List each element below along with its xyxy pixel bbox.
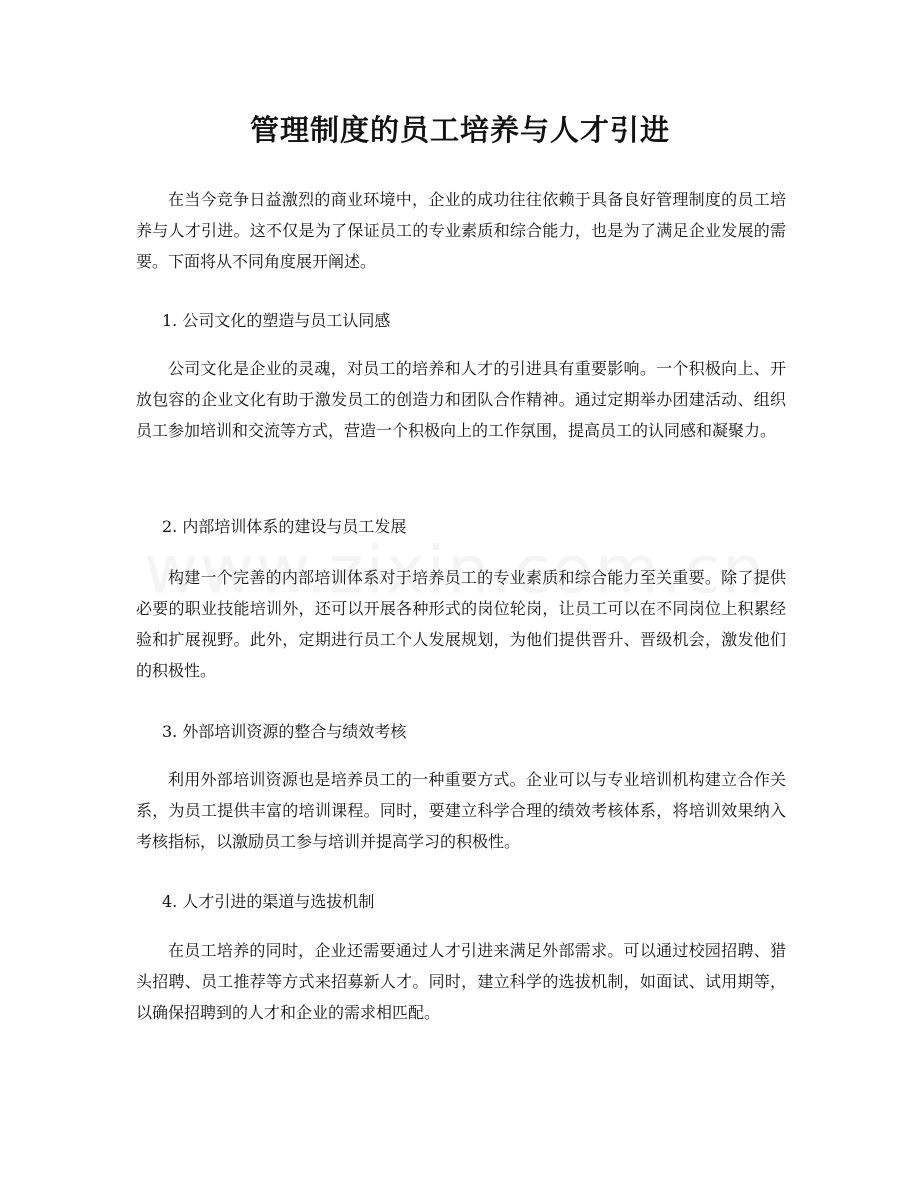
- section-2-heading: 2. 内部培训体系的建设与员工发展: [162, 517, 407, 536]
- section-4-body: 在员工培养的同时，企业还需要通过人才引进来满足外部需求。可以通过校园招聘、猎头招聘、员工推荐等方式来招募新人才。同时，建立科学的选拔机制，如面试、试用期等，以确保招聘到的人才和企业的需求相匹配。: [136, 941, 786, 1022]
- section-4-heading: 4. 人才引进的渠道与选拔机制: [162, 892, 375, 911]
- section-2-body: 构建一个完善的内部培训体系对于培养员工的专业素质和综合能力至关重要。除了提供必要的职业技能培训外，还可以开展各种形式的岗位轮岗，让员工可以在不同岗位上积累经验和扩展视野。此外，定期进行员工个人发展规划，为他们提供晋升、晋级机会，激发他们的积极性。: [136, 568, 786, 680]
- section-3-heading: 3. 外部培训资源的整合与绩效考核: [162, 722, 407, 741]
- section-1-heading: 1. 公司文化的塑造与员工认同感: [162, 311, 391, 330]
- document-title: 管理制度的员工培养与人才引进: [249, 113, 670, 147]
- section-1-body: 公司文化是企业的灵魂，对员工的培养和人才的引进具有重要影响。一个积极向上、开放包容的企业文化有助于激发员工的创造力和团队合作精神。通过定期举办团建活动、组织员工参加培训和交流等方式，营造一个积极向上的工作氛围，提高员工的认同感和凝聚力。: [136, 359, 786, 440]
- section-3-body: 利用外部培训资源也是培养员工的一种重要方式。企业可以与专业培训机构建立合作关系，为员工提供丰富的培训课程。同时，要建立科学合理的绩效考核体系，将培训效果纳入考核指标，以激励员工参与培训并提高学习的积极性。: [136, 770, 786, 851]
- intro-paragraph: 在当今竞争日益激烈的商业环境中，企业的成功往往依赖于具备良好管理制度的员工培养与人才引进。这不仅是为了保证员工的专业素质和综合能力，也是为了满足企业发展的需要。下面将从不同角度展开阐述。: [136, 190, 786, 271]
